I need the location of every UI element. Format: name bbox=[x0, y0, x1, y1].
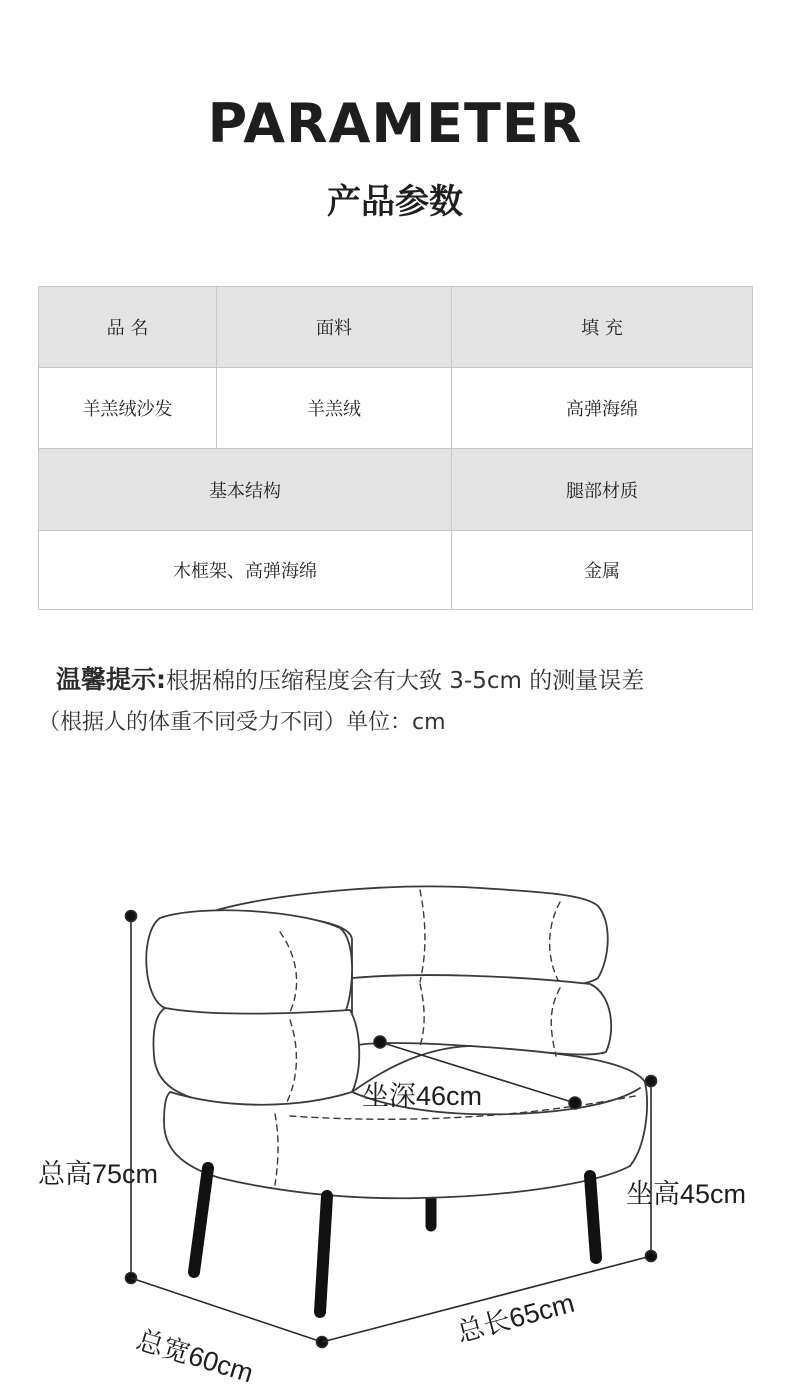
header-cell-leg-material: 腿部材质 bbox=[452, 449, 753, 531]
table-row bbox=[39, 449, 753, 531]
seat-height-label: 坐高45cm bbox=[626, 1179, 747, 1209]
total-height-label: 总高75cm bbox=[38, 1159, 159, 1189]
leg-front-right bbox=[590, 1176, 596, 1258]
title-english: PARAMETER bbox=[207, 92, 583, 155]
title-chinese: 产品参数 bbox=[327, 182, 463, 222]
header-cell-structure: 基本结构 bbox=[39, 449, 452, 531]
value-cell-fabric: 羊羔绒 bbox=[217, 368, 452, 449]
parameter-table bbox=[38, 286, 753, 610]
notice-line-1 bbox=[56, 660, 644, 696]
table-row bbox=[39, 368, 753, 449]
header-cell-filling: 填 充 bbox=[452, 287, 753, 368]
table-row bbox=[39, 531, 753, 610]
leg-front-left bbox=[194, 1168, 208, 1272]
notice-line-2: （根据人的体重不同受力不同）单位：cm bbox=[38, 710, 446, 735]
seat-depth-label: 坐深46cm bbox=[362, 1081, 483, 1111]
leg-front-middle bbox=[320, 1196, 327, 1312]
total-width-label: 总宽60cm bbox=[133, 1324, 257, 1389]
value-cell-structure: 木框架、高弹海绵 bbox=[39, 531, 452, 610]
sofa-dimension-diagram bbox=[0, 860, 790, 1380]
header-cell-fabric: 面料 bbox=[217, 287, 452, 368]
header-cell-name: 品 名 bbox=[39, 287, 217, 368]
value-cell-filling: 高弹海绵 bbox=[452, 368, 753, 449]
value-cell-name: 羊羔绒沙发 bbox=[39, 368, 217, 449]
notice-lead: 温馨提示: bbox=[56, 665, 166, 694]
total-length-label: 总长65cm bbox=[453, 1287, 578, 1348]
table-row bbox=[39, 287, 753, 368]
value-cell-leg-material: 金属 bbox=[452, 531, 753, 610]
notice-text: 根据棉的压缩程度会有大致 3-5cm 的测量误差 bbox=[166, 668, 645, 694]
